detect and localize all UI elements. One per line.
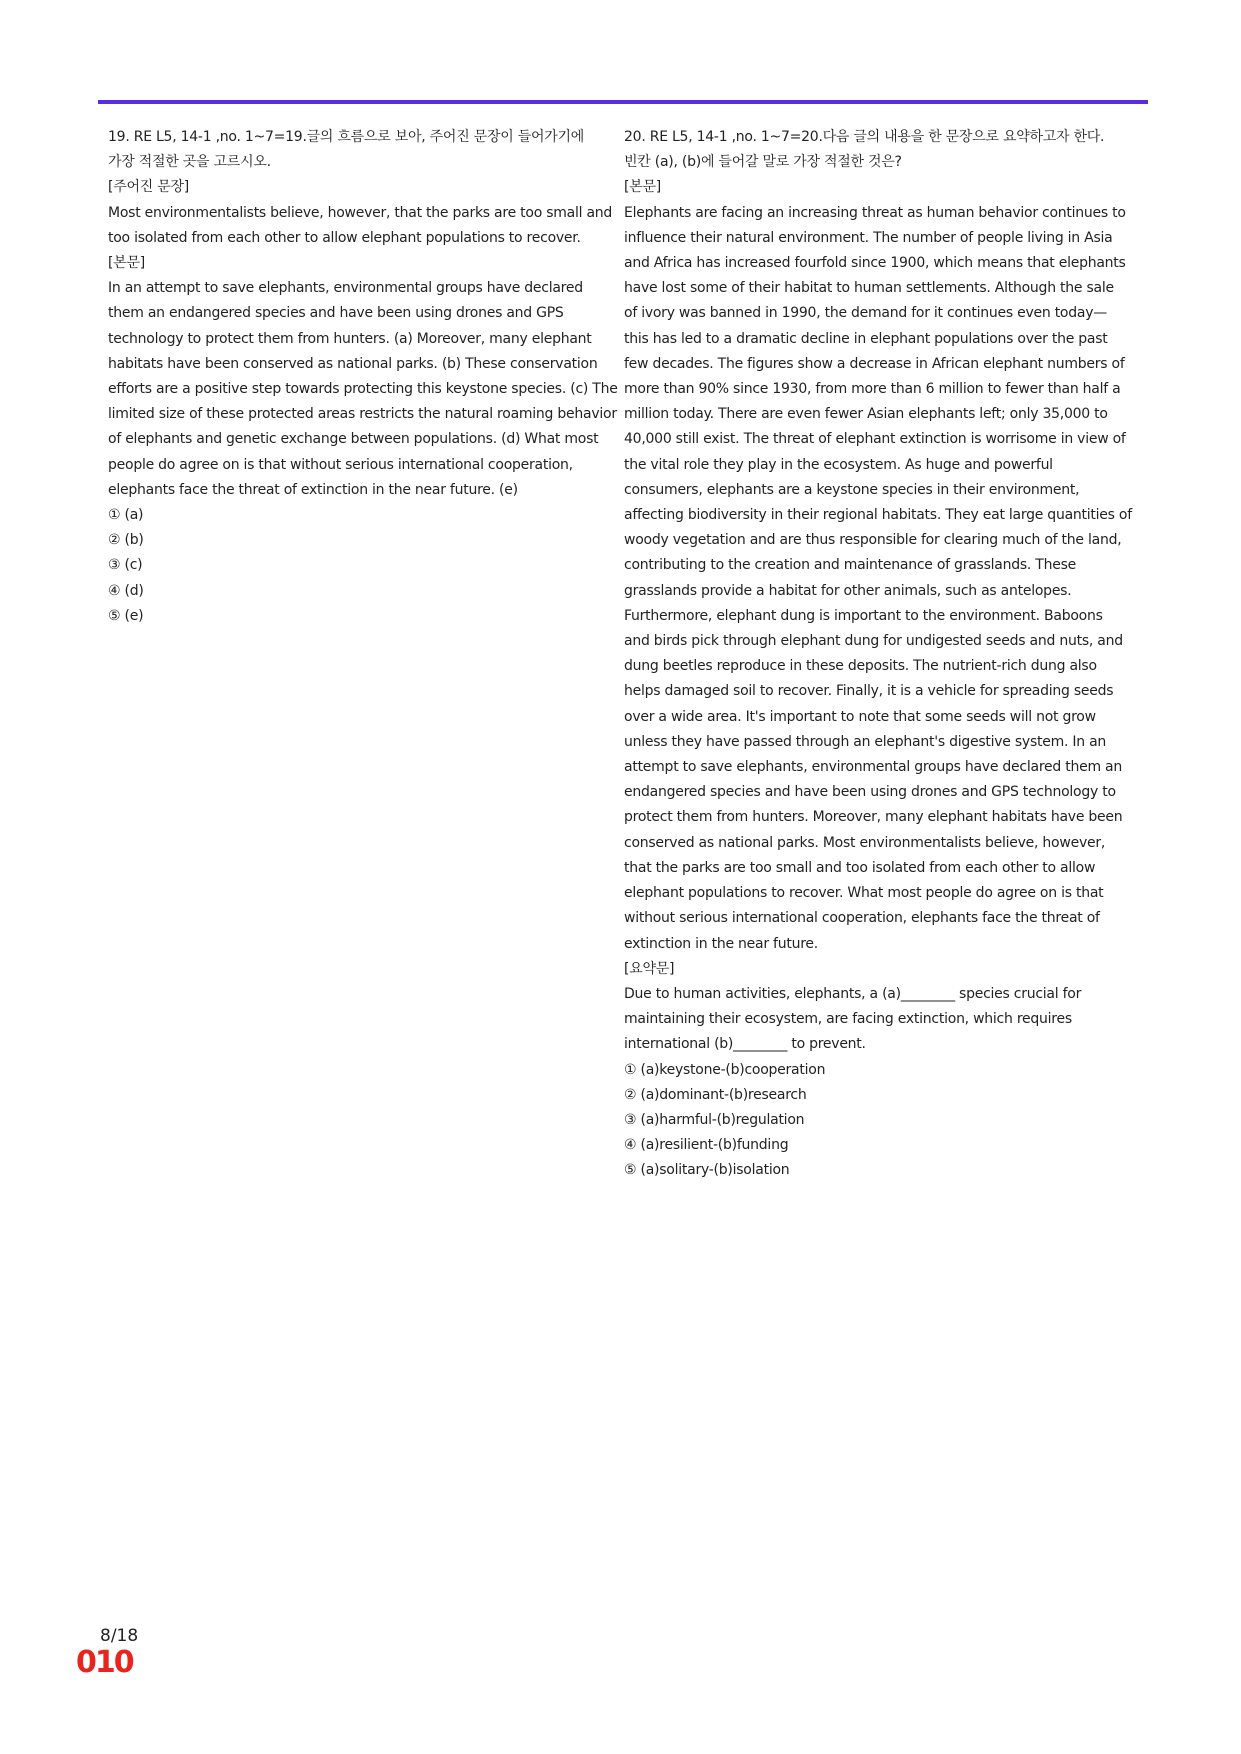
question-19 — [108, 125, 616, 629]
passage-body — [108, 276, 616, 503]
page-number: 8/18 — [100, 1626, 139, 1646]
passage-line: habitats have been conserved as national parks. (b) These conservation — [108, 355, 598, 372]
answer-option[interactable]: ② (a)dominant-(b)research — [624, 1086, 807, 1103]
question-header-line: 19. RE L5, 14-1 ,no. 1~7=19.글의 흐름으로 보아, 주어진 문장이 들어가기에 — [108, 129, 585, 145]
given-sentence-line: too isolated from each other to allow elephant populations to recover. — [108, 229, 581, 246]
answer-option[interactable]: ② (b) — [108, 532, 144, 549]
passage-line: few decades. The figures show a decrease in African elephant numbers of — [624, 355, 1125, 372]
passage-line: limited size of these protected areas restricts the natural roaming behavior — [108, 406, 617, 423]
passage-line: million today. There are even fewer Asian elephants left; only 35,000 to — [624, 406, 1108, 423]
answer-option[interactable]: ④ (d) — [108, 582, 144, 599]
passage-line: elephant populations to recover. What most people do agree on is that — [624, 885, 1104, 902]
passage-line: over a wide area. It's important to note that some seeds will not grow — [624, 708, 1096, 725]
passage-line: without serious international cooperation, elephants face the threat of — [624, 910, 1100, 927]
page-footer — [76, 1625, 138, 1679]
passage-line: consumers, elephants are a keystone species in their environment, — [624, 481, 1080, 498]
passage-line: and Africa has increased fourfold since 1900, which means that elephants — [624, 255, 1126, 272]
given-sentence-label: [주어진 문장] — [108, 179, 189, 196]
passage-line: helps damaged soil to recover. Finally, it is a vehicle for spreading seeds — [624, 683, 1114, 700]
given-sentence-line: Most environmentalists believe, however, that the parks are too small and — [108, 204, 613, 221]
summary-line: maintaining their ecosystem, are facing extinction, which requires — [624, 1011, 1072, 1028]
given-sentence — [108, 201, 616, 251]
passage-label: [본문] — [108, 255, 145, 272]
question-20 — [624, 125, 1132, 1184]
passage-line: 40,000 still exist. The threat of elephant extinction is worrisome in view of — [624, 431, 1126, 448]
passage-line: efforts are a positive step towards protecting this keystone species. (c) The — [108, 381, 618, 398]
answer-options — [624, 1058, 1129, 1184]
passage-line: Furthermore, elephant dung is important to the environment. Baboons — [624, 607, 1103, 624]
passage-line: have lost some of their habitat to human settlements. Although the sale — [624, 280, 1114, 297]
answer-options — [108, 503, 616, 629]
answer-option[interactable]: ④ (a)resilient-(b)funding — [624, 1137, 789, 1154]
summary-label: [요약문] — [624, 960, 675, 977]
brand-logo: 010 — [76, 1645, 133, 1680]
passage-line: this has led to a dramatic decline in elephant populations over the past — [624, 330, 1108, 347]
answer-option[interactable]: ⑤ (e) — [108, 607, 144, 624]
passage-line: that the parks are too small and too isolated from each other to allow — [624, 859, 1096, 876]
passage-line: people do agree on is that without serious international cooperation, — [108, 456, 573, 473]
passage-line: more than 90% since 1930, from more than 6 million to fewer than half a — [624, 381, 1121, 398]
passage-line: Elephants are facing an increasing threat as human behavior continues to — [624, 204, 1126, 221]
passage-line: conserved as national parks. Most environmentalists believe, however, — [624, 834, 1106, 851]
passage-line: and birds pick through elephant dung for undigested seeds and nuts, and — [624, 633, 1123, 650]
passage-body — [624, 201, 1132, 957]
passage-line: them an endangered species and have been using drones and GPS — [108, 305, 564, 322]
answer-option[interactable]: ① (a) — [108, 507, 144, 524]
passage-line: of ivory was banned in 1990, the demand for it continues even today— — [624, 305, 1107, 322]
answer-option[interactable]: ① (a)keystone-(b)cooperation — [624, 1061, 826, 1078]
passage-line: of elephants and genetic exchange between populations. (d) What most — [108, 431, 599, 448]
summary-sentence — [624, 982, 1129, 1058]
answer-option[interactable]: ③ (a)harmful-(b)regulation — [624, 1111, 805, 1128]
passage-line: In an attempt to save elephants, environmental groups have declared — [108, 280, 583, 297]
passage-line: extinction in the near future. — [624, 935, 818, 952]
passage-line: endangered species and have been using drones and GPS technology to — [624, 784, 1116, 801]
question-header-line: 가장 적절한 곳을 고르시오. — [108, 154, 271, 171]
passage-line: the vital role they play in the ecosystem. As huge and powerful — [624, 456, 1053, 473]
summary-line: international (b)________ to prevent. — [624, 1036, 866, 1053]
passage-line: woody vegetation and are thus responsible for clearing much of the land, — [624, 532, 1122, 549]
question-20-header — [624, 125, 1129, 175]
summary-line: Due to human activities, elephants, a (a)________ species crucial for — [624, 985, 1082, 1002]
passage-line: grasslands provide a habitat for other animals, such as antelopes. — [624, 582, 1072, 599]
passage-line: influence their natural environment. The number of people living in Asia — [624, 229, 1113, 246]
passage-line: attempt to save elephants, environmental groups have declared them an — [624, 759, 1122, 776]
passage-line: affecting biodiversity in their regional habitats. They eat large quantities of — [624, 507, 1132, 524]
passage-line: protect them from hunters. Moreover, many elephant habitats have been — [624, 809, 1123, 826]
passage-line: dung beetles reproduce in these deposits. The nutrient-rich dung also — [624, 658, 1097, 675]
passage-line: elephants face the threat of extinction in the near future. (e) — [108, 481, 518, 498]
answer-option[interactable]: ⑤ (a)solitary-(b)isolation — [624, 1162, 790, 1179]
passage-line: unless they have passed through an elephant's digestive system. In an — [624, 733, 1107, 750]
question-19-header — [108, 125, 616, 175]
question-header-line: 20. RE L5, 14-1 ,no. 1~7=20.다음 글의 내용을 한 문장으로 요약하고자 한다. — [624, 129, 1105, 145]
question-header-line: 빈칸 (a), (b)에 들어갈 말로 가장 적절한 것은? — [624, 154, 902, 171]
passage-line: technology to protect them from hunters. (a) Moreover, many elephant — [108, 330, 592, 347]
header-divider — [98, 100, 1148, 104]
answer-option[interactable]: ③ (c) — [108, 557, 143, 574]
passage-line: contributing to the creation and maintenance of grasslands. These — [624, 557, 1076, 574]
passage-label: [본문] — [624, 179, 661, 196]
